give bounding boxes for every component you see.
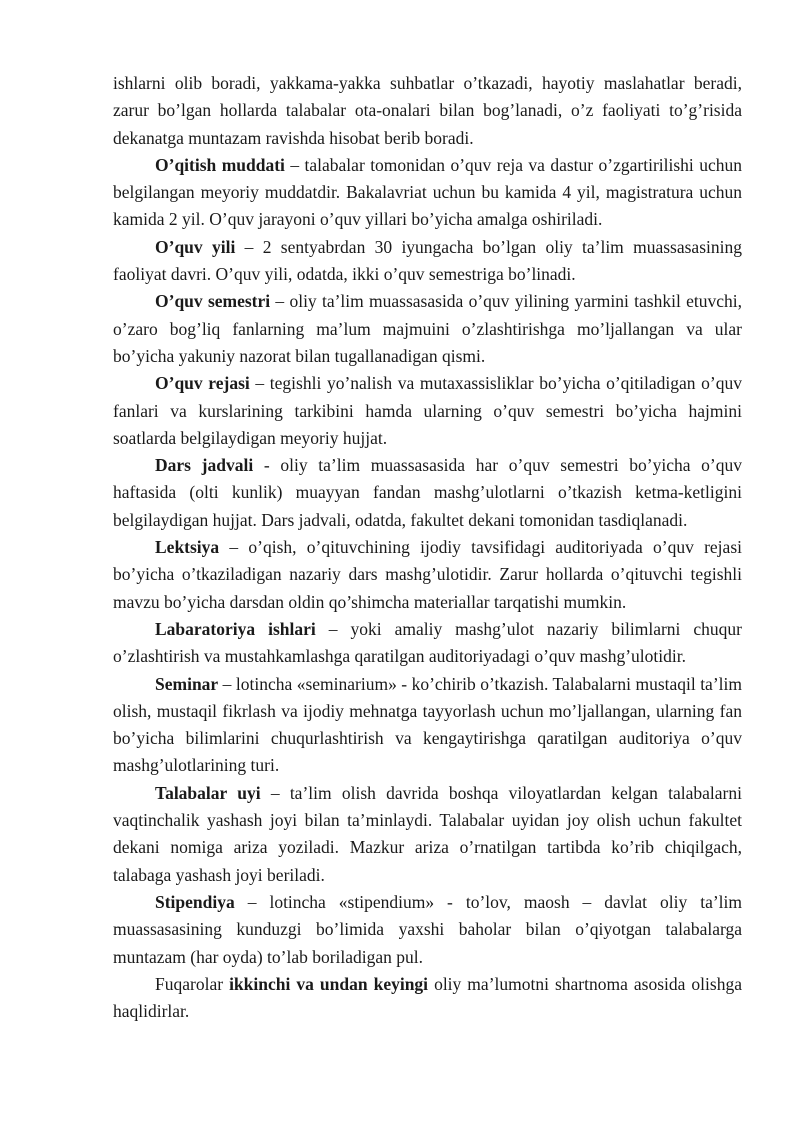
closing-text-before: Fuqarolar xyxy=(155,973,230,994)
definition-seminar xyxy=(113,671,742,780)
closing-text-after: oliy ma’lumotni shartnoma asosida olishga haqlidirlar. xyxy=(113,973,742,1022)
definition-labaratoriya-ishlari xyxy=(113,616,742,671)
definition-term: O’qitish muddati xyxy=(155,154,285,175)
definition-oqitish-muddati xyxy=(113,152,742,234)
definition-dars-jadvali xyxy=(113,452,742,534)
paragraph-text: ishlarni olib boradi, yakkama-yakka suhbatlar o’tkazadi, hayotiy maslahatlar beradi, zarur bo’lgan hollarda talabalar ota-onalari bilan bog’lanadi, o’z faoliyati to’g’risida dekanatga muntazam ravishda hisobat berib boradi. xyxy=(113,73,742,148)
closing-paragraph xyxy=(113,971,742,1026)
definition-oquv-rejasi xyxy=(113,370,742,452)
definition-term: O’quv yili xyxy=(155,236,236,257)
definition-text: – talabalar tomonidan o’quv reja va dastur o’zgartirilishi uchun belgilangan meyoriy muddatdir. Bakalavriat uchun bu kamida 4 yil, magistratura uchun kamida 2 yil. O’quv jarayoni o’quv yillari bo’yicha amalga oshiriladi. xyxy=(113,154,742,230)
definition-term: Lektsiya xyxy=(155,537,220,558)
definition-term: Stipendiya xyxy=(155,891,235,912)
definition-text: – 2 sentyabrdan 30 iyungacha bo’lgan oliy ta’lim muassasasining faoliyat davri. O’quv yili, odatda, ikki o’quv semestriga bo’linadi. xyxy=(113,236,742,285)
definition-text: – o’qish, o’qituvchining ijodiy tavsifidagi auditoriyada o’quv rejasi bo’yicha o’tkaziladigan nazariy dars mashg’ulotidir. Zarur hollarda o’qituvchi tegishli mavzu bo’yicha darsdan oldin qo’shimcha materiallar tarqatishi mumkin. xyxy=(113,537,742,612)
definition-text: – lotincha «seminarium» - ko’chirib o’tkazish. Talabalarni mustaqil ta’lim olish, mustaqil fikrlash va ijodiy mehnatga tayyorlash uchun mo’ljallangan, ularning fan bo’yicha bilimlarini chuqurlashtirish va kengaytirishga qaratilgan auditoriya o’quv mashg’ulotlarining turi. xyxy=(113,673,742,776)
definition-term: O’quv rejasi xyxy=(155,373,250,394)
definition-oquv-yili xyxy=(113,234,742,289)
definition-text: - oliy ta’lim muassasasida har o’quv semestri bo’yicha o’quv haftasida (olti kunlik) muayyan fandan mashg’ulotlarni o’tkazish ketma-ketligini belgilaydigan hujjat. Dars jadvali, odatda, fakultet dekani tomonidan tasdiqlanadi. xyxy=(113,455,742,530)
closing-text-bold: ikkinchi va undan keyingi xyxy=(229,973,429,994)
definition-text: – ta’lim olish davrida boshqa viloyatlardan kelgan talabalarni vaqtinchalik yashash joyi bilan ta’minlaydi. Talabalar uyidan joy olish uchun fakultet dekani nomiga ariza yoziladi. Mazkur ariza o’rnatilgan tartibda ko’rib chiqilgach, talabaga yashash joyi beriladi. xyxy=(113,782,742,885)
definition-talabalar-uyi xyxy=(113,780,742,889)
definition-term: Dars jadvali xyxy=(155,455,254,476)
definition-stipendiya xyxy=(113,889,742,971)
definition-text: – yoki amaliy mashg’ulot nazariy bilimlarni chuqur o’zlashtirish va mustahkamlashga qaratilgan auditoriyadagi o’quv mashg’ulotidir. xyxy=(113,618,742,667)
definition-term: O’quv semestri xyxy=(155,291,271,312)
definition-text: – lotincha «stipendium» - to’lov, maosh – davlat oliy ta’lim muassasasining kunduzgi bo’limida yaxshi baholar bilan o’qiyotgan talabalarga muntazam (har oyda) to’lab boriladigan pul. xyxy=(113,891,742,967)
paragraph-continuation xyxy=(113,70,742,152)
definition-term: Seminar xyxy=(155,673,219,694)
definition-text: – tegishli yo’nalish va mutaxassisliklar bo’yicha o’qitiladigan o’quv fanlari va kurslarining tarkibini hamda ularning o’quv semestri bo’yicha hajmini soatlarda belgilaydigan meyoriy hujjat. xyxy=(113,373,742,448)
definition-oquv-semestri xyxy=(113,288,742,370)
definition-term: Labaratoriya ishlari xyxy=(155,618,316,639)
document-page xyxy=(113,70,742,1025)
definition-text: – oliy ta’lim muassasasida o’quv yilining yarmini tashkil etuvchi, o’zaro bog’liq fanlarning ma’lum majmuini o’zlashtirishga mo’ljallangan va ular bo’yicha yakuniy nazorat bilan tugallanadigan qismi. xyxy=(113,291,742,366)
definition-lektsiya xyxy=(113,534,742,616)
definition-term: Talabalar uyi xyxy=(155,782,261,803)
